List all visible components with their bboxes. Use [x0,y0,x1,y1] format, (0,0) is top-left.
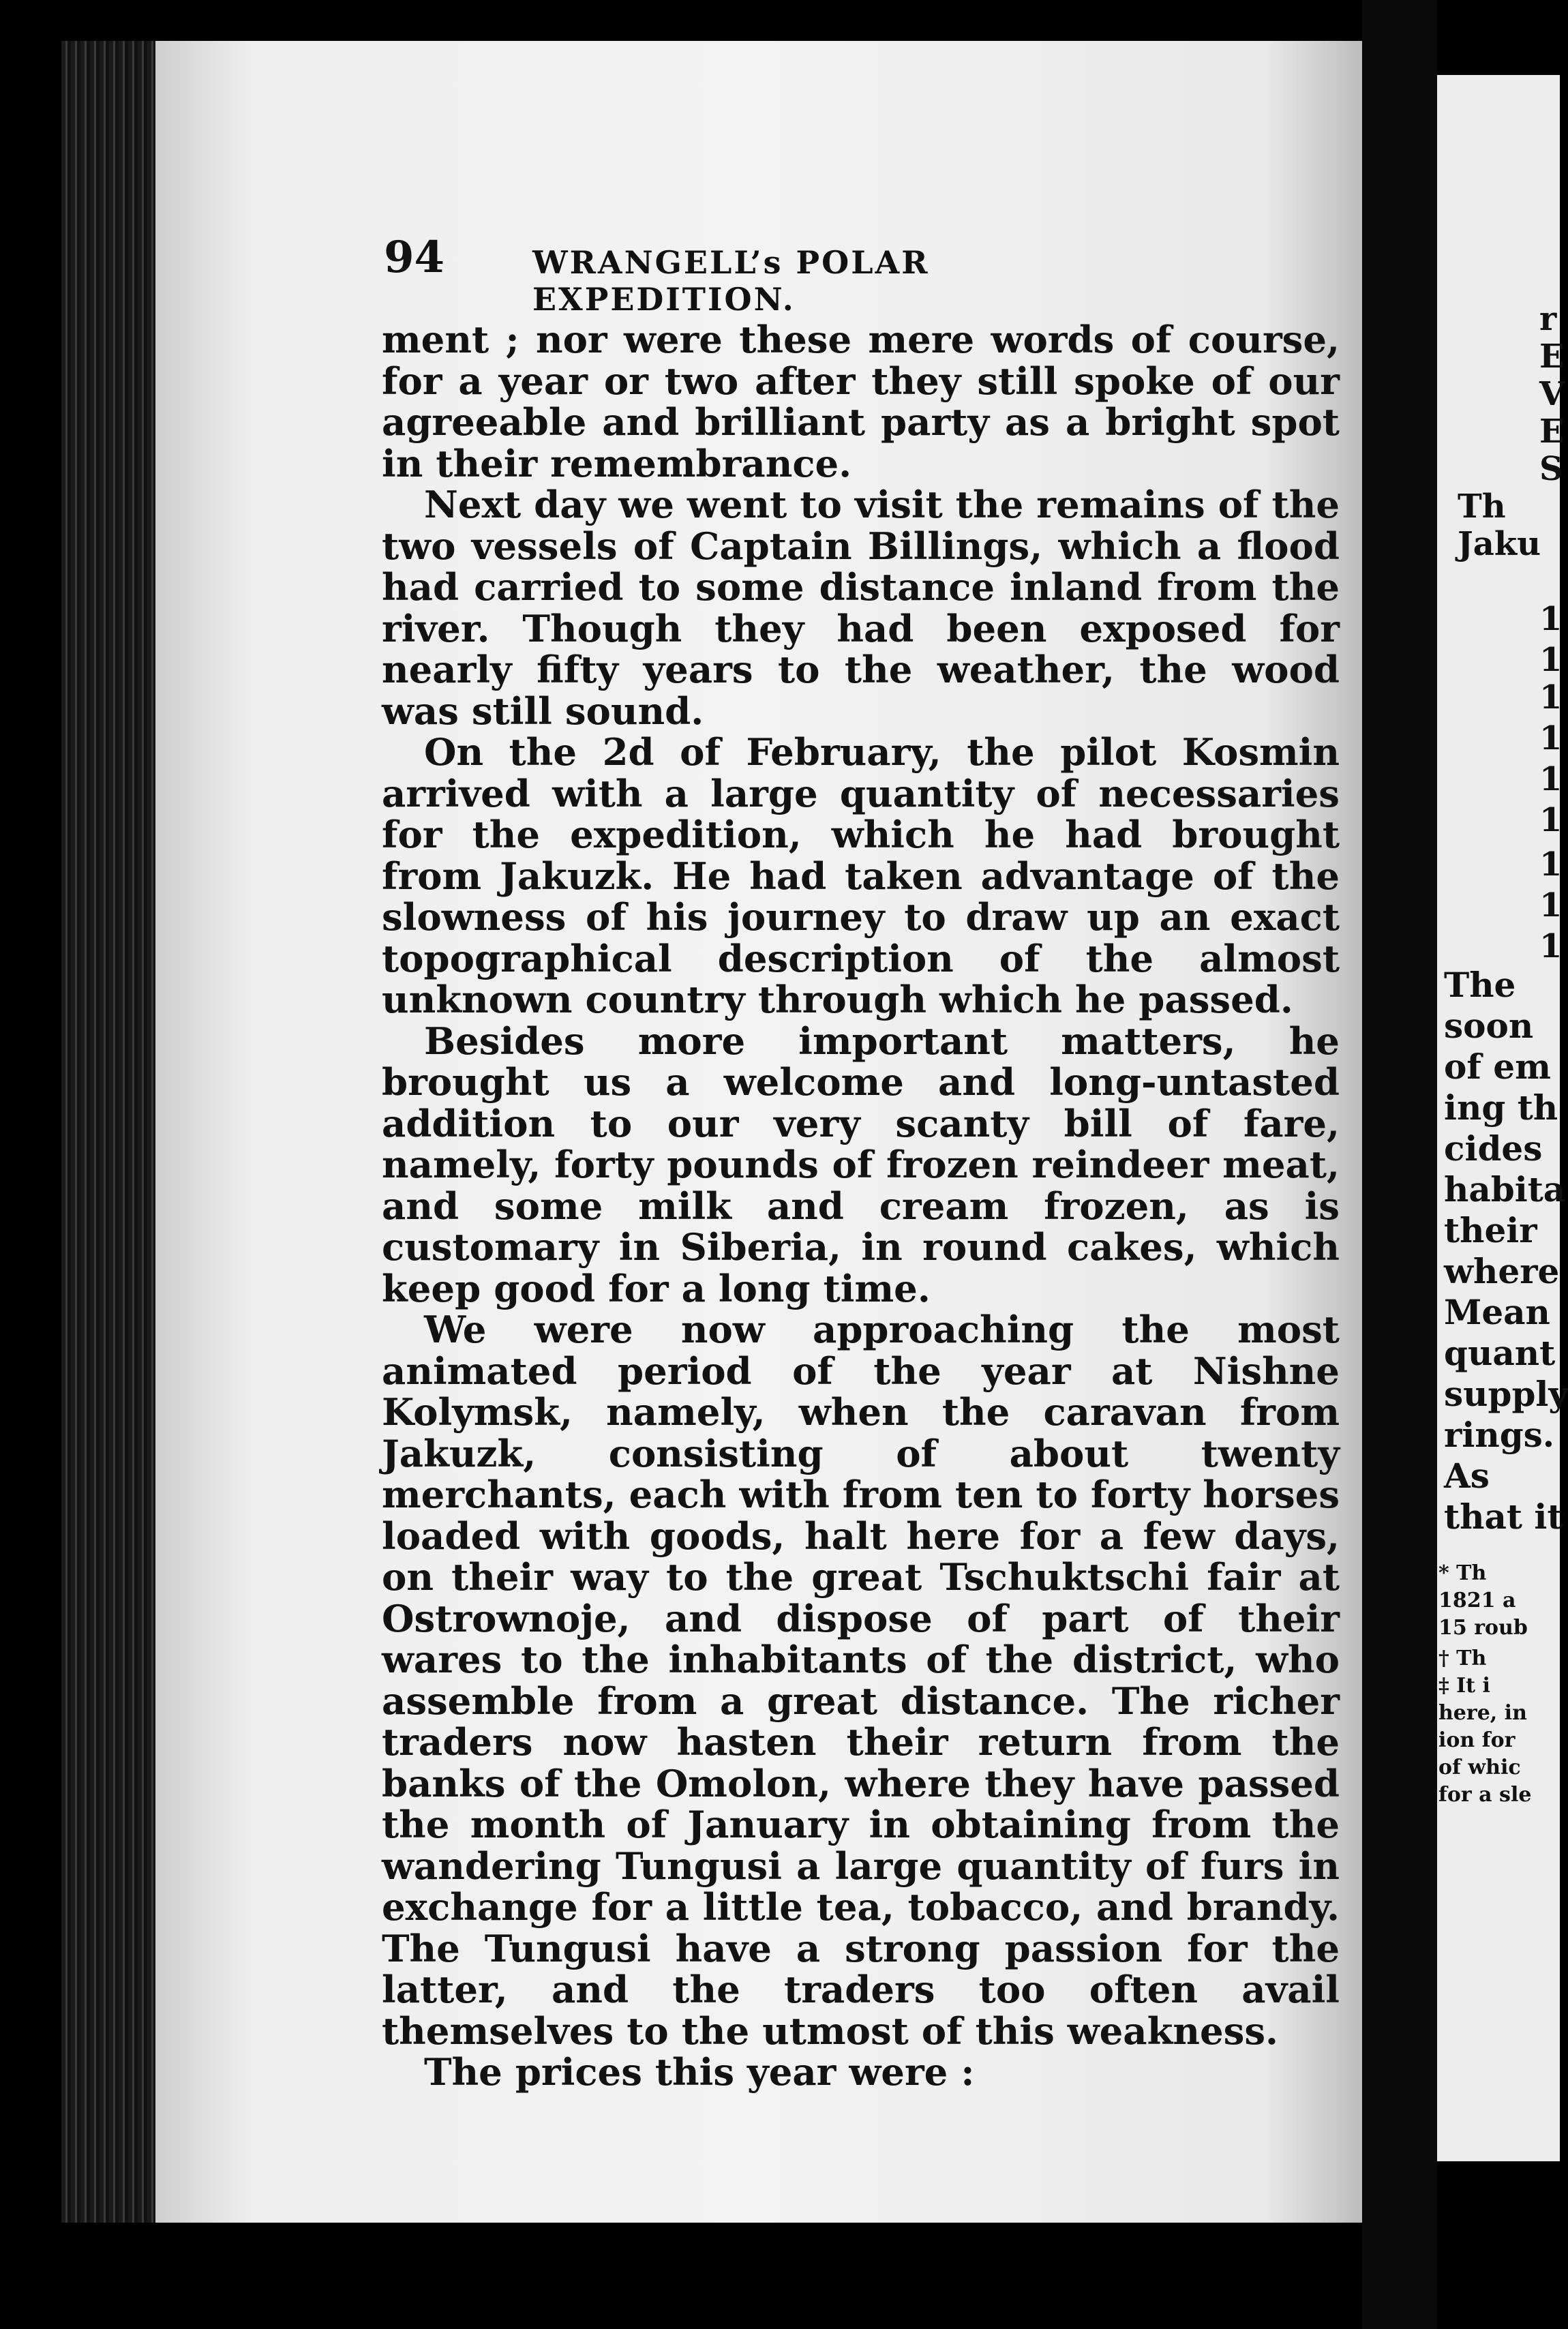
paragraph: On the 2d of February, the pilot Kosmin arrived with a large quantity of necessaries for the expedition, which he had brought from Jakuzk. He had taken advantage of the slowness of his journey to draw up an exact topographical description of the almost unknown country through which he passed. [382,730,1340,1021]
paragraph: ment ; nor were these mere words of course, for a year or two after they still spoke of our agreeable and brilliant party as a bright spot in their remembrance. [382,318,1340,485]
right-page-line: E [1539,412,1565,451]
right-page-line: rings. [1444,1415,1555,1455]
right-page-line: Th [1458,487,1506,526]
right-page-line: r [1539,300,1557,338]
right-page-line: of whic [1438,1756,1521,1779]
right-page-line: here, in [1438,1701,1527,1725]
right-page-fragment [1437,75,1568,2161]
page-number: 94 [384,232,445,283]
right-page-line: 1 [1539,678,1563,717]
right-page-line: ing th [1444,1087,1558,1128]
right-page-line: 1 [1539,760,1563,798]
page-header [384,232,1202,318]
right-page-line: † Th [1438,1647,1487,1670]
right-page-line: 1821 a [1438,1589,1516,1612]
right-page-line: S [1539,450,1563,488]
right-page-line: * Th [1438,1561,1487,1585]
right-page-line: their [1444,1210,1537,1250]
body-text [382,319,1340,2093]
right-page-line: As [1444,1456,1490,1496]
right-page-line: 1 [1539,600,1563,638]
right-page-line: ‡ It i [1438,1674,1490,1698]
right-page-line: 1 [1539,927,1563,965]
paragraph: The prices this year were : [424,2050,975,2094]
right-page-line: cides [1444,1128,1543,1169]
right-page-line: habita [1444,1169,1566,1209]
right-page-line: that it [1444,1497,1563,1537]
right-page-line: 1 [1539,886,1563,925]
right-page-line: where [1444,1251,1560,1291]
right-page-line: 1 [1539,845,1563,884]
book-spine [61,41,157,2223]
right-page-line: 1 [1539,719,1563,757]
paragraph: We were now approaching the most animated period of the year at Nishne Kolymsk, namely, when the caravan from Jakuzk, consisting of about twenty merchants, each with from ten to forty horses loaded with goods, halt here for a few days, on their way to the great Tschuktschi fair at Ostrownoje, and dispose of part of their wares to the inhabitants of the district, who assemble from a great distance. The richer traders now hasten their return from the banks of the Omolon, where they have passed the month of January in obtaining from the wandering Tungusi a large quantity of furs in exchange for a little tea, tobacco, and brandy. The Tungusi have a strong passion for the latter, and the traders too often avail themselves to the utmost of this weakness. [382,1308,1340,2053]
right-page-line: ion for [1438,1728,1516,1752]
right-page-line: of em [1444,1047,1551,1087]
right-page-line: quant [1444,1333,1556,1373]
right-page-line: for a sle [1438,1783,1532,1807]
right-page-line: 1 [1539,801,1563,839]
page-gutter [1362,0,1437,2329]
right-page-line: The [1444,965,1516,1005]
right-page-line: 1 [1539,641,1563,679]
running-title: WRANGELL’s POLAR EXPEDITION. [532,244,930,318]
paragraph: Besides more important matters, he brought us a welcome and long-untasted addition to our very scanty bill of fare, namely, forty pounds of frozen reindeer meat, and some milk and cream frozen, as is customary in Siberia, in round cakes, which keep good for a long time. [382,1019,1340,1310]
right-page-line: E [1539,337,1565,376]
paragraph: Next day we went to visit the remains of the two vessels of Captain Billings, which a flood had carried to some distance inland from the river. Though they had been exposed for nearly fifty years to the weather, the wood was still sound. [382,483,1340,733]
right-page-line: supply [1444,1374,1568,1414]
right-page-line: V [1539,375,1565,413]
right-page-line: soon [1444,1006,1534,1046]
right-page-line: Jaku [1458,525,1541,563]
right-page-line: Mean [1444,1292,1550,1332]
right-page-line: 15 roub [1438,1616,1528,1640]
